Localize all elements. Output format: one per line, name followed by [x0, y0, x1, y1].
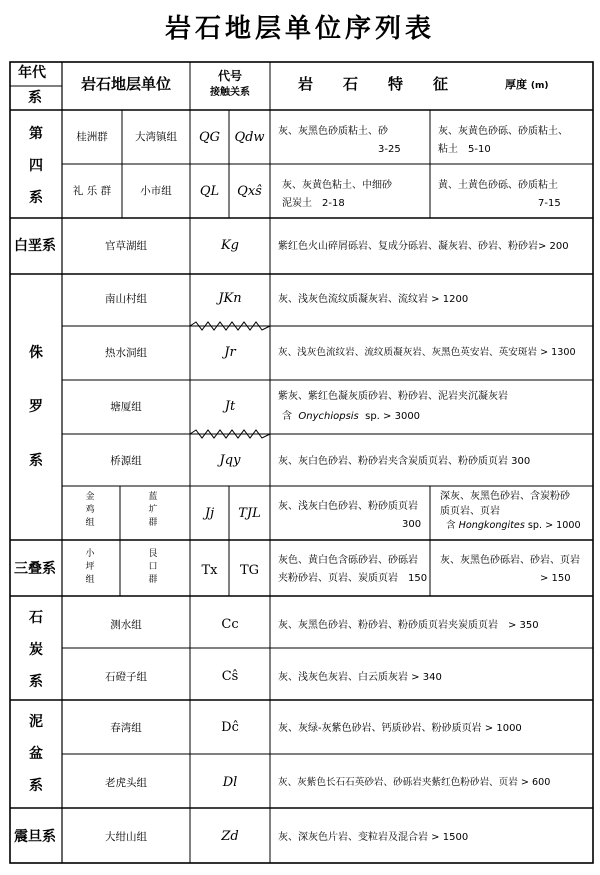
formation-reshuidong: 热水洞组 [105, 347, 147, 359]
desc-tjl: 深灰、灰黑色砂岩、含炭粉砂 [440, 491, 570, 502]
formation-laohutou: 老虎头组 [105, 777, 147, 789]
system-triassic: 三叠系 [14, 561, 56, 577]
desc-jr: 灰、浅灰色流纹岩、流纹质凝灰岩、灰黑色英安岩、英安斑岩 > 1300 [278, 347, 576, 358]
header-era-line2: 系 [28, 90, 42, 106]
desc-tjl-2: 质页岩、页岩 [440, 506, 500, 517]
desc-dc: 灰、灰绿-灰紫色砂岩、钙质砂岩、粉砂质页岩 > 1000 [278, 723, 522, 734]
code-jkn: JKn [218, 291, 242, 306]
header-era-line1: 年代 [18, 65, 46, 81]
code-cc: Cc [221, 617, 239, 632]
code-jqy: Jqy [219, 453, 241, 468]
system-carboniferous: 石 炭 系 [29, 610, 43, 690]
code-dc: Dĉ [221, 720, 239, 735]
header-features: 岩 石 特 征 [298, 75, 449, 93]
desc-jt-fossil: 含 Onychiopsis sp. > 3000 [282, 411, 421, 422]
desc-cc: 灰、灰黑色砂岩、粉砂岩、粉砂质页岩夹炭质页岩 > 350 [278, 620, 539, 631]
formation-dawanzhen: 大湾镇组 [135, 131, 177, 143]
desc-kg: 紫红色火山碎屑砾岩、复成分砾岩、凝灰岩、砂岩、粉砂岩> 200 [278, 241, 569, 252]
desc-tg: 灰、灰黑色砂砾岩、砂岩、页岩 [440, 555, 580, 566]
code-cs: Cŝ [221, 669, 239, 684]
desc-tx-2: 夹粉砂岩、页岩、炭质页岩 150 [278, 573, 428, 584]
page-title: 岩石地层单位序列表 [164, 14, 435, 44]
desc-dl: 灰、灰紫色长石石英砂岩、砂砾岩夹紫红色粉砂岩、页岩 > 600 [278, 777, 551, 788]
desc-zd: 灰、深灰色片岩、变粒岩及混合岩 > 1500 [278, 832, 469, 843]
group-lankuang: 蓝 圹 群 [148, 492, 158, 528]
group-xiaoping: 小 坪 组 [85, 549, 95, 585]
code-tg: TG [239, 563, 260, 578]
desc-qdw: 灰、灰黄色砂砾、砂质粘土、 [438, 126, 568, 137]
code-tjl: TJL [238, 506, 261, 521]
code-ql: QL [199, 184, 220, 199]
header-code: 代号 [217, 69, 242, 83]
desc-jj: 灰、浅灰白色砂岩、粉砂质页岩 [278, 501, 418, 512]
group-guizhou: 桂洲群 [76, 131, 108, 143]
formation-nanshancun: 南山村组 [105, 293, 147, 305]
thick-tg: > 150 [540, 573, 571, 584]
formation-jinji: 金 鸡 组 [85, 492, 95, 528]
formation-qiaoyuan: 桥源组 [110, 455, 142, 467]
header-thickness: 厚度 (m) [505, 78, 549, 91]
desc-tx: 灰色、黄白色含砾砂岩、砂砾岩 [278, 555, 418, 566]
formation-ceshui: 测水组 [110, 619, 142, 631]
system-devonian: 泥 盆 系 [29, 714, 43, 794]
system-quaternary: 第 四 系 [29, 126, 43, 206]
system-cretaceous: 白垩系 [14, 238, 56, 254]
group-genkou: 艮 口 群 [148, 549, 158, 585]
code-kg: Kg [220, 238, 240, 253]
code-dl: Dl [222, 775, 238, 790]
thick-jj: 300 [402, 519, 422, 530]
system-jurassic: 侏 罗 系 [29, 345, 43, 469]
formation-dagan: 大绀山组 [105, 831, 147, 843]
desc-qxs: 黄、土黄色砂砾、砂质粘土 [438, 180, 558, 191]
formation-shidengzi: 石磴子组 [105, 671, 147, 683]
code-jt: Jt [224, 399, 236, 414]
formation-chunwan: 春湾组 [110, 722, 142, 734]
desc-cs: 灰、浅灰色灰岩、白云质灰岩 > 340 [278, 672, 442, 683]
desc-jqy: 灰、灰白色砂岩、粉砂岩夹含炭质页岩、粉砂质页岩 300 [278, 456, 531, 467]
thick-ql: 泥炭土 2-18 [282, 198, 345, 209]
header-contact: 接触关系 [210, 87, 250, 98]
formation-tangxia: 塘厦组 [110, 401, 142, 413]
group-liyue: 礼 乐 群 [72, 185, 112, 197]
desc-jkn: 灰、浅灰色流纹质凝灰岩、流纹岩 > 1200 [278, 294, 469, 305]
code-tx: Tx [201, 563, 218, 578]
desc-ql: 灰、灰黄色粘土、中细砂 [282, 180, 392, 191]
formation-guancaohu: 官草湖组 [105, 240, 147, 252]
thick-qg: 3-25 [378, 144, 401, 155]
system-sinian: 震旦系 [14, 829, 56, 845]
code-jj: Jj [204, 506, 215, 521]
desc-jt: 紫灰、紫红色凝灰质砂岩、粉砂岩、泥岩夹沉凝灰岩 [278, 391, 508, 402]
code-zd: Zd [221, 829, 239, 844]
formation-xiaoshi: 小市组 [140, 185, 172, 197]
code-qxs: Qxŝ [237, 184, 262, 199]
thick-qdw: 粘土 5-10 [438, 144, 491, 155]
header-unit: 岩石地层单位 [80, 75, 171, 93]
code-qg: QG [198, 130, 221, 145]
thick-qxs: 7-15 [538, 198, 561, 209]
code-jr: Jr [224, 345, 236, 360]
desc-tjl-fossil: 含 Hongkongites sp. > 1000 [446, 520, 581, 531]
code-qdw: Qdw [234, 130, 265, 145]
desc-qg: 灰、灰黑色砂质粘土、砂 [278, 126, 388, 137]
